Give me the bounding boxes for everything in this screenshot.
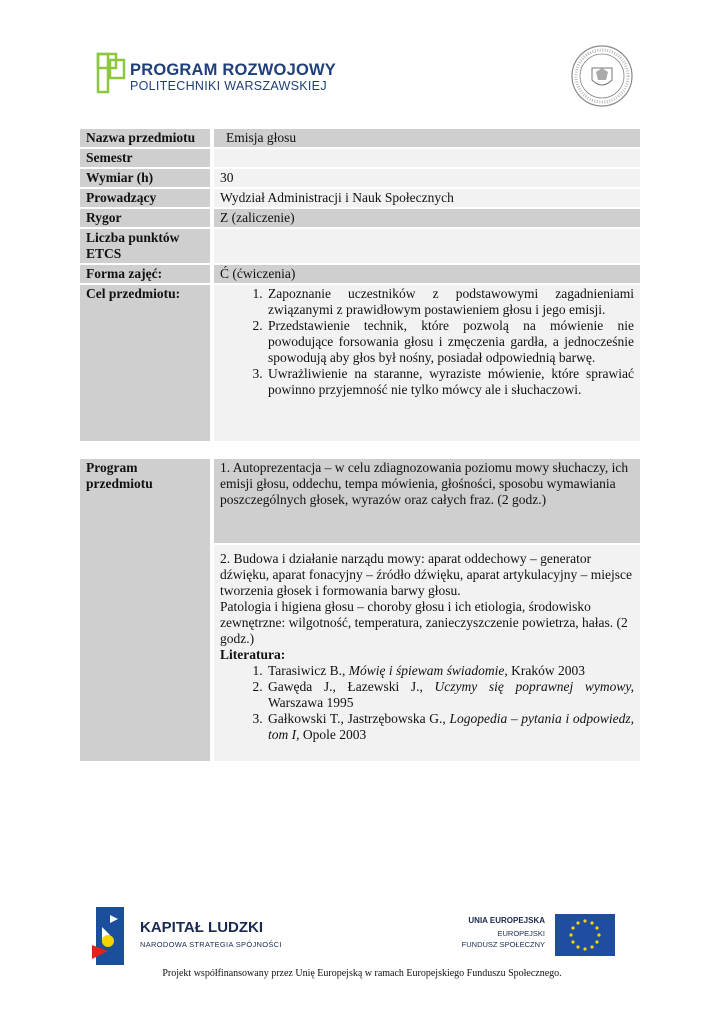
list-item: 3. Uwrażliwienie na staranne, wyraziste mówienie, które sprawiać powinno przyjemność nie tylko mówcy ale i słuchaczowi. — [266, 366, 634, 398]
label-forma: Forma zajęć: — [80, 264, 212, 284]
value-semestr — [212, 148, 640, 168]
goals-list — [220, 286, 634, 398]
spacer — [80, 442, 640, 459]
label-program: Program przedmiotu — [80, 459, 212, 762]
lit-title: Logopedia – pytania i odpowiedz, tom I, — [268, 711, 635, 742]
row-nazwa — [80, 129, 640, 148]
label-prowadzacy: Prowadzący — [80, 188, 212, 208]
kapital-ludzki-logo — [88, 905, 288, 967]
label-nazwa: Nazwa przedmiotu — [80, 129, 212, 148]
university-seal-icon — [570, 44, 634, 108]
program-block1-text: 1. Autoprezentacja – w celu zdiagnozowania poziomu mowy słuchaczy, ich emisji głosu, oddechu, tempa mówienia, głośności, sposobu wymawiania poszczególnych głosek, wyrazów oraz całych fraz. (2 godz.) — [220, 460, 629, 507]
value-cel — [212, 284, 640, 442]
value-forma: Ć (ćwiczenia) — [212, 264, 640, 284]
label-ects: Liczba punktów ETCS — [80, 228, 212, 264]
literatura-heading: Literatura: — [220, 647, 286, 662]
row-prowadzacy — [80, 188, 640, 208]
value-prowadzacy: Wydział Administracji i Nauk Społecznych — [212, 188, 640, 208]
eu-line3: FUNDUSZ SPOŁECZNY — [461, 940, 545, 949]
row-ects — [80, 228, 640, 264]
row-spacer — [80, 442, 640, 459]
label-cel: Cel przedmiotu: — [80, 284, 212, 442]
row-forma — [80, 264, 640, 284]
row-program-1 — [80, 459, 640, 544]
label-semestr: Semestr — [80, 148, 212, 168]
value-program-block2 — [212, 544, 640, 762]
lit-author: Gałkowski T., Jastrzębowska G., — [268, 711, 446, 726]
list-item: 2. Przedstawienie technik, które pozwolą na mówienie nie powodujące forsowania głosu i zmęczenia gardła, a jednocześnie spowodują aby głos był nośny, posiadał odpowiednią barwę. — [266, 318, 634, 366]
label-wymiar: Wymiar (h) — [80, 168, 212, 188]
pw-logo-icon — [96, 52, 128, 96]
lit-author: Tarasiwicz B., — [268, 663, 346, 678]
row-cel — [80, 284, 640, 442]
list-item: 1. Zapoznanie uczestników z podstawowymi zagadnieniami związanymi z prawidłowym postawieniem głosu i jego emisji. — [266, 286, 634, 318]
literature-list — [220, 663, 634, 743]
eu-logo — [440, 912, 620, 958]
program-rozwojowy-logo — [96, 52, 336, 96]
program-block2-p2: Patologia i higiena głosu – choroby głosu i ich etiologia, środowisko zewnętrzne: wilgotność, temperatura, zanieczyszczenie powietrza, hałas. (2 godz.) — [220, 599, 628, 646]
value-program-block1 — [212, 459, 640, 544]
row-wymiar — [80, 168, 640, 188]
kl-title: KAPITAŁ LUDZKI — [140, 919, 264, 936]
eu-line2: EUROPEJSKI — [497, 929, 545, 938]
row-rygor — [80, 208, 640, 228]
lit-author: Gawęda J., Łazewski J., — [268, 679, 423, 694]
eu-flag-icon — [555, 914, 615, 956]
list-item — [266, 679, 634, 711]
lit-title: Uczymy się poprawnej wymowy, — [434, 679, 634, 694]
lit-title: Mówię i śpiewam świadomie — [348, 663, 505, 678]
lit-rest: Opole 2003 — [299, 727, 367, 742]
label-rygor: Rygor — [80, 208, 212, 228]
logo-line2: POLITECHNIKI WARSZAWSKIEJ — [130, 79, 327, 93]
row-semestr — [80, 148, 640, 168]
kapital-ludzki-icon — [88, 905, 136, 967]
lit-rest: , Kraków 2003 — [504, 663, 586, 678]
cofinancing-note: Projekt współfinansowany przez Unię Europejską w ramach Europejskiego Funduszu Społecznego. — [162, 968, 562, 979]
value-wymiar: 30 — [212, 168, 640, 188]
kl-subtitle: NARODOWA STRATEGIA SPÓJNOŚCI — [140, 940, 282, 949]
program-block2-p1: 2. Budowa i działanie narządu mowy: aparat oddechowy – generator dźwięku, aparat fonacyjny – źródło dźwięku, aparat artykulacyjny – miejsce tworzenia głosek i formowania barwy głosu. — [220, 551, 632, 598]
eu-line1: UNIA EUROPEJSKA — [468, 916, 545, 925]
value-rygor: Z (zaliczenie) — [212, 208, 640, 228]
lit-rest: Warszawa 1995 — [268, 695, 354, 710]
value-nazwa: Emisja głosu — [212, 129, 640, 148]
logo-line1: PROGRAM ROZWOJOWY — [130, 61, 336, 79]
list-item — [266, 663, 634, 679]
list-item — [266, 711, 634, 743]
syllabus-table — [80, 129, 640, 763]
value-ects — [212, 228, 640, 264]
